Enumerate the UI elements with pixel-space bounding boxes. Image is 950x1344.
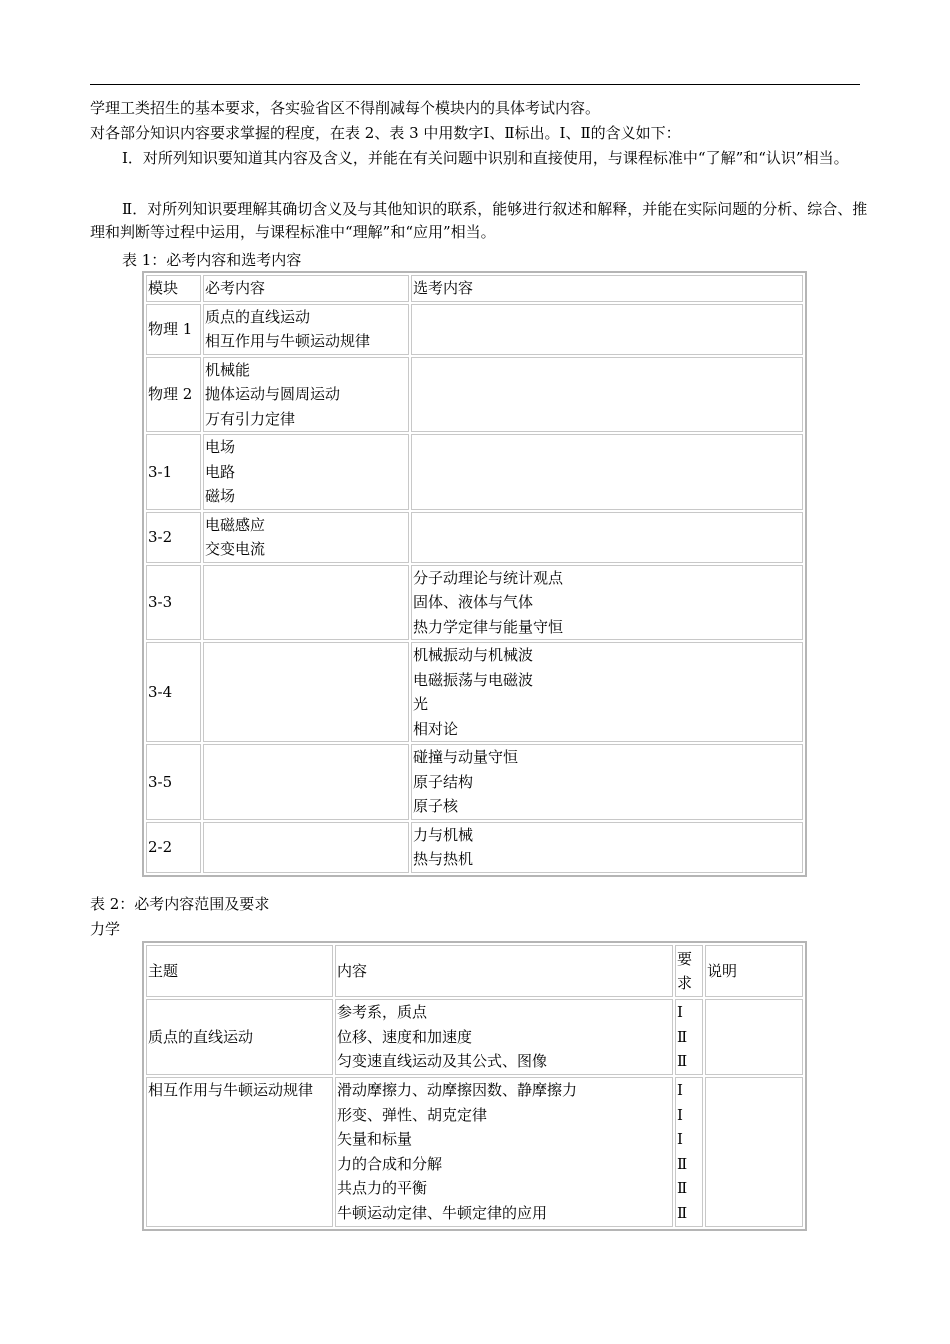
table-row [146,999,803,1075]
table2-caption: 表 2：必考内容范围及要求 [90,895,270,913]
required-cell [203,357,409,433]
module-cell: 3-1 [146,434,201,510]
content-item: 共点力的平衡 [337,1179,428,1197]
required-cell [203,512,409,563]
content-item: 滑动摩擦力、动摩擦因数、静摩擦力 [337,1081,578,1099]
level-1-definition: Ⅰ．对所列知识要知道其内容及含义，并能在有关问题中识别和直接使用，与课程标准中“了解”和“认识”相当。 [122,149,849,167]
elective-cell [411,822,803,873]
table-row [146,642,803,742]
content-item: 形变、弹性、胡克定律 [337,1105,488,1124]
content-item: 参考系，质点 [337,1003,428,1021]
required-item: 相互作用与牛顿运动规律 [205,332,371,350]
elective-item: 热力学定律与能量守恒 [413,617,564,636]
requirement-header-char: 要 [677,949,693,968]
elective-item: 热与热机 [413,850,474,868]
table2-header-requirement [675,945,703,997]
content-item: 牛顿运动定律、牛顿定律的应用 [337,1203,548,1222]
content-cell [335,1077,673,1227]
required-cell [203,744,409,820]
elective-cell [411,744,803,820]
elective-item: 固体、液体与气体 [413,593,534,611]
table-row [146,744,803,820]
table-row [146,512,803,563]
required-item: 电场 [205,438,236,456]
intro-line-2: 对各部分知识内容要求掌握的程度，在表 2、表 3 中用数字Ⅰ、Ⅱ标出。Ⅰ、Ⅱ的含义如下： [90,124,681,142]
module-cell: 3-4 [146,642,201,742]
table-row [146,304,803,355]
requirement-level: Ⅰ [677,1105,683,1124]
required-item: 电磁感应 [205,515,266,534]
module-cell: 物理 2 [146,357,201,433]
elective-item: 原子结构 [413,772,474,791]
requirement-level: Ⅰ [677,1081,683,1099]
intro-line-1: 学理工类招生的基本要求，各实验省区不得削减每个模块内的具体考试内容。 [90,99,601,117]
elective-cell [411,512,803,563]
content-item: 位移、速度和加速度 [337,1027,473,1046]
required-item: 抛体运动与圆周运动 [205,385,341,403]
elective-cell [411,565,803,641]
table1-header-required: 必考内容 [203,275,409,302]
table-row [146,357,803,433]
elective-item: 力与机械 [413,825,474,844]
table1-header-module: 模块 [146,275,201,302]
requirement-level: Ⅰ [677,1130,683,1148]
elective-item: 相对论 [413,719,459,738]
content-item: 矢量和标量 [337,1130,413,1148]
content-cell [335,999,673,1075]
elective-cell [411,304,803,355]
elective-item: 机械振动与机械波 [413,646,534,664]
table2-header-content: 内容 [335,945,673,997]
table1-header-elective: 选考内容 [411,275,803,302]
table-row [146,822,803,873]
table2 [142,941,807,1231]
requirement-level: Ⅱ [677,1203,688,1222]
required-item: 质点的直线运动 [205,307,311,326]
note-cell [705,1077,803,1227]
topic-cell: 质点的直线运动 [146,999,333,1075]
level-2-definition: Ⅱ．对所列知识要理解其确切含义及与其他知识的联系，能够进行叙述和解释，并能在实际问题的分析、综合、推理和判断等过程中运用，与课程标准中“理解”和“应用”相当。 [90,200,868,241]
requirement-level: Ⅰ [677,1003,683,1021]
elective-cell [411,642,803,742]
table2-header-row [146,945,803,997]
module-cell: 3-3 [146,565,201,641]
note-cell [705,999,803,1075]
required-item: 万有引力定律 [205,409,296,428]
content-item: 力的合成和分解 [337,1154,443,1173]
requirement-level: Ⅱ [677,1154,688,1173]
elective-item: 碰撞与动量守恒 [413,748,519,766]
required-item: 电路 [205,462,236,481]
elective-cell [411,357,803,433]
module-cell: 3-2 [146,512,201,563]
module-cell: 3-5 [146,744,201,820]
requirement-header-char: 求 [677,974,693,992]
table1 [142,271,807,877]
header-rule [90,84,860,85]
required-item: 磁场 [205,487,236,505]
table-row [146,1077,803,1227]
required-item: 机械能 [205,360,251,379]
requirement-cell [675,999,703,1075]
table1-header-row [146,275,803,302]
elective-item: 分子动理论与统计观点 [413,568,564,587]
elective-item: 光 [413,695,429,713]
required-cell [203,565,409,641]
required-cell [203,642,409,742]
required-cell [203,822,409,873]
required-cell [203,434,409,510]
table1-caption: 表 1：必考内容和选考内容 [122,251,302,269]
module-cell: 2-2 [146,822,201,873]
requirement-level: Ⅱ [677,1179,688,1197]
content-item: 匀变速直线运动及其公式、图像 [337,1052,548,1070]
required-item: 交变电流 [205,540,266,558]
requirement-level: Ⅱ [677,1052,688,1070]
elective-item: 原子核 [413,797,459,815]
required-cell [203,304,409,355]
requirement-cell [675,1077,703,1227]
table-row [146,434,803,510]
section-title-mechanics: 力学 [90,920,121,938]
table-row [146,565,803,641]
table2-header-topic: 主题 [146,945,333,997]
elective-cell [411,434,803,510]
table2-header-note: 说明 [705,945,803,997]
elective-item: 电磁振荡与电磁波 [413,670,534,689]
topic-cell: 相互作用与牛顿运动规律 [146,1077,333,1227]
requirement-level: Ⅱ [677,1027,688,1046]
module-cell: 物理 1 [146,304,201,355]
